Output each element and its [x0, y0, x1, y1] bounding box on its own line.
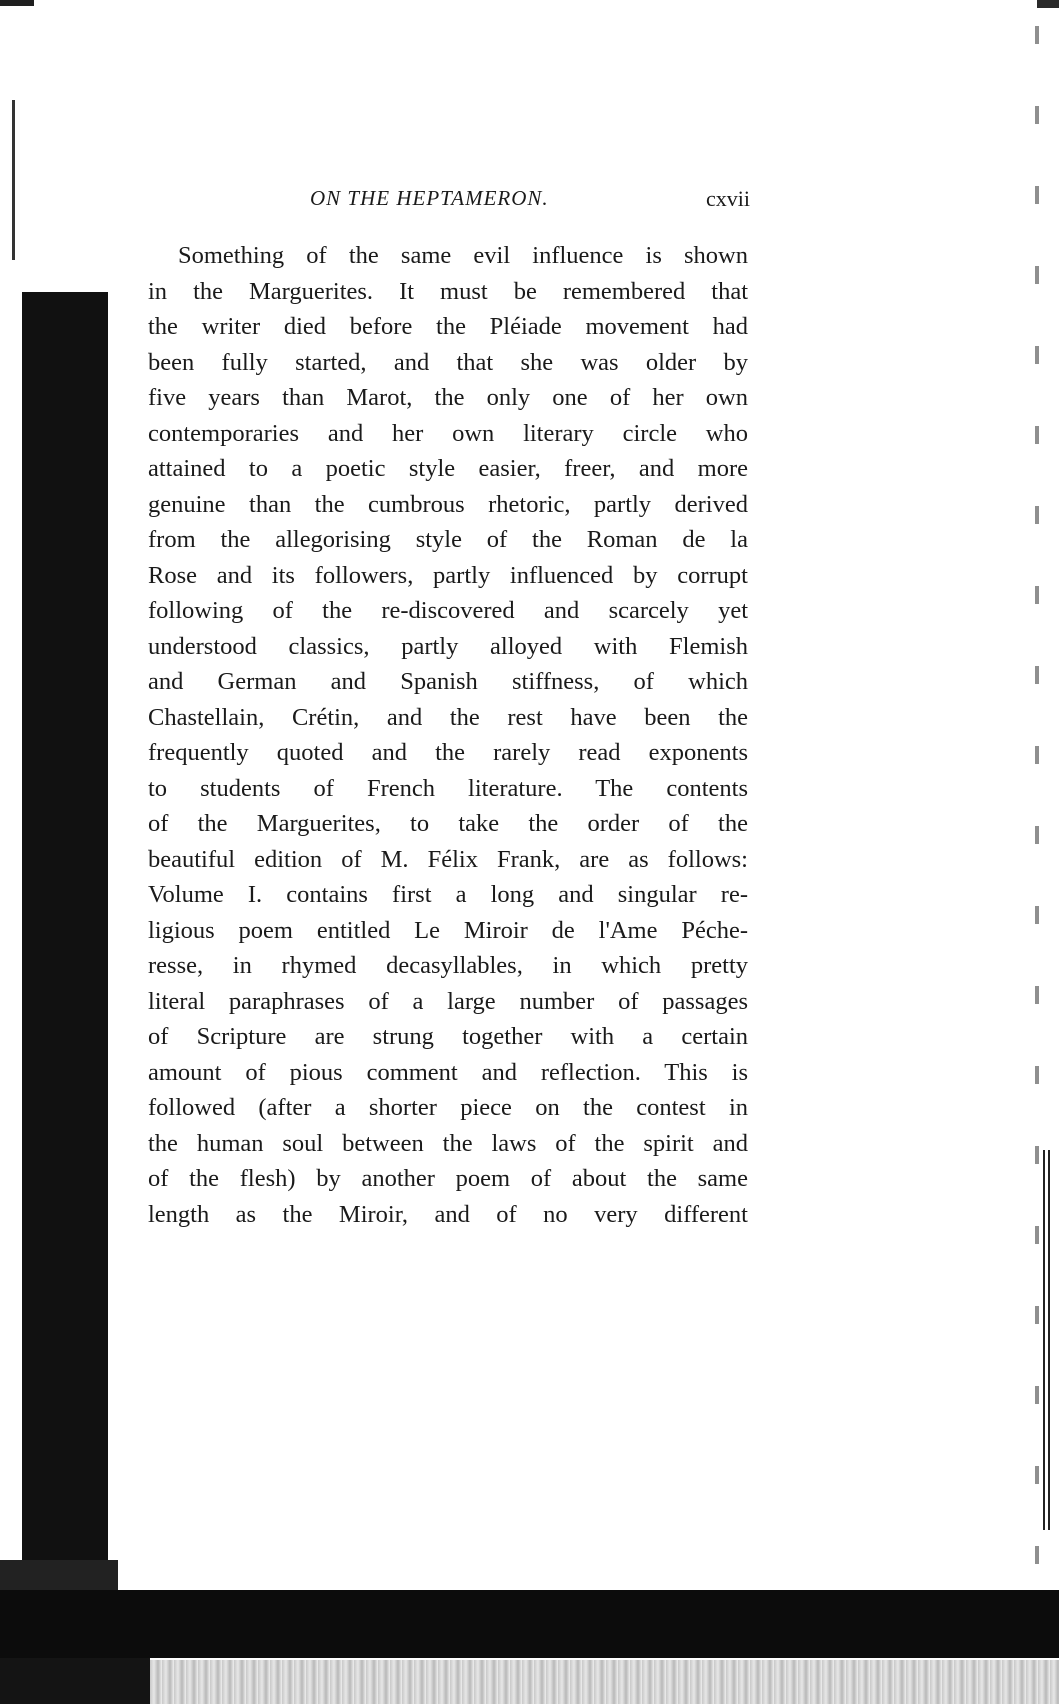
text-line: following of the re-discovered and scarcely yet: [148, 597, 748, 624]
scan-artifact-bottom-texture: [150, 1660, 1059, 1704]
text-line: Volume I. contains first a long and singular re-: [148, 881, 748, 908]
text-line: Chastellain, Crétin, and the rest have been the: [148, 703, 748, 731]
scan-artifact-right-edge: [1035, 0, 1039, 1590]
text-line: amount of pious comment and reflection. This is: [148, 1058, 748, 1086]
running-title: ON THE HEPTAMERON.: [310, 186, 549, 210]
text-line: the writer died before the Pléiade movement had: [148, 313, 748, 340]
text-line: length as the Miroir, and of no very different: [148, 1200, 748, 1228]
text-line: frequently quoted and the rarely read exponents: [148, 739, 748, 766]
text-line: beautiful edition of M. Félix Frank, are as follows:: [148, 845, 748, 873]
text-line: of the flesh) by another poem of about the same: [148, 1165, 748, 1192]
scan-artifact-left-mark: [12, 100, 15, 260]
body-text: [148, 238, 748, 1232]
text-line: been fully started, and that she was older by: [148, 348, 748, 376]
text-line: of Scripture are strung together with a certain: [148, 1023, 748, 1050]
text-line: the human soul between the laws of the spirit and: [148, 1129, 748, 1157]
scan-artifact-top-left: [0, 0, 34, 6]
text-line: to students of French literature. The contents: [148, 774, 748, 802]
scan-artifact-right-binding: [1043, 1150, 1053, 1530]
text-line: followed (after a shorter piece on the contest in: [148, 1094, 748, 1121]
scan-artifact-top-right: [1037, 0, 1059, 8]
text-line: and German and Spanish stiffness, of which: [148, 668, 748, 695]
text-line: literal paraphrases of a large number of passages: [148, 987, 748, 1015]
scan-artifact-bottom-band: [0, 1590, 1059, 1658]
scan-artifact-left-edge: [0, 1560, 118, 1590]
text-line: Rose and its followers, partly influenced by corrupt: [148, 561, 748, 589]
text-line: from the allegorising style of the Roman de la: [148, 526, 748, 553]
page-header: [150, 186, 750, 216]
text-line: ligious poem entitled Le Miroir de l'Ame Péche-: [148, 916, 748, 944]
text-line: Something of the same evil influence is shown: [178, 242, 748, 269]
text-line: five years than Marot, the only one of her own: [148, 384, 748, 411]
text-line: resse, in rhymed decasyllables, in which pretty: [148, 952, 748, 979]
text-line: of the Marguerites, to take the order of the: [148, 810, 748, 837]
scan-artifact-bottom-left: [0, 1658, 150, 1704]
text-line: genuine than the cumbrous rhetoric, partly derived: [148, 490, 748, 518]
text-line: in the Marguerites. It must be remembered that: [148, 277, 748, 305]
page-number: cxvii: [706, 186, 750, 211]
text-line: contemporaries and her own literary circle who: [148, 419, 748, 447]
scan-artifact-left-binding: [22, 292, 108, 1560]
text-line: attained to a poetic style easier, freer, and more: [148, 455, 748, 482]
text-line: understood classics, partly alloyed with Flemish: [148, 632, 748, 660]
